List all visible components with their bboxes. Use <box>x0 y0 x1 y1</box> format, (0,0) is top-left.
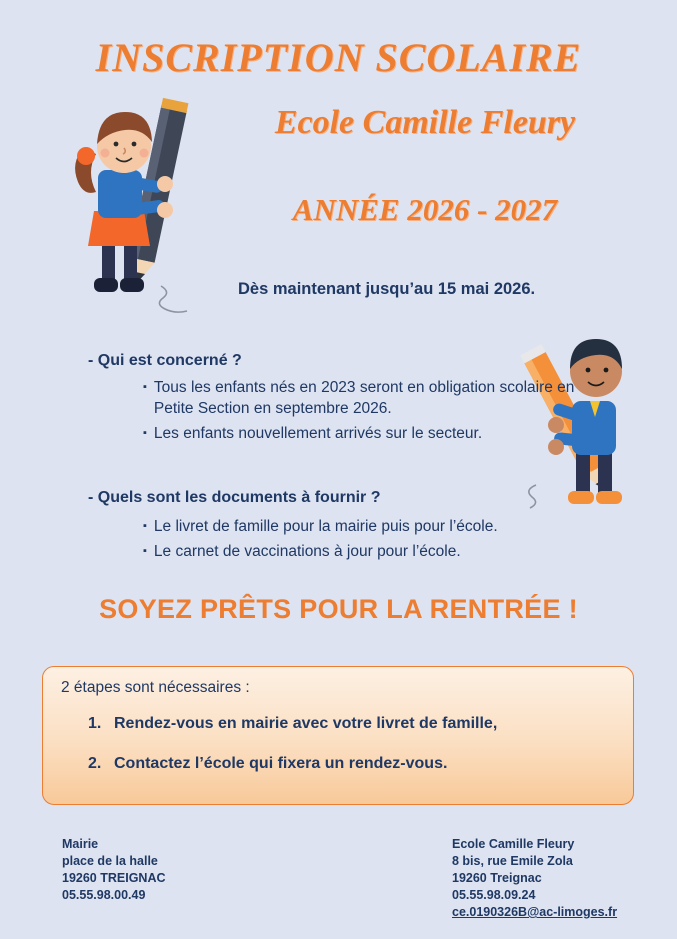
bullet-icon: ▪ <box>143 381 147 393</box>
step-number: 2. <box>88 755 102 772</box>
footer-line: Mairie <box>62 837 99 851</box>
step-item-2 <box>88 755 447 773</box>
bullet-icon: ▪ <box>143 545 147 557</box>
section-2-list <box>143 516 613 566</box>
footer-line: 05.55.98.00.49 <box>62 888 146 902</box>
footer-line: 05.55.98.09.24 <box>452 888 536 902</box>
list-item-text: Les enfants nouvellement arrivés sur le secteur. <box>153 425 483 442</box>
list-item-text: Tous les enfants nés en 2023 seront en obligation scolaire en Petite Section en septembre 2026. <box>153 379 575 417</box>
step-text: Rendez-vous en mairie avec votre livret de famille, <box>114 715 498 732</box>
school-name-title: Ecole Camille Fleury <box>274 104 576 141</box>
footer-mairie-block <box>62 836 166 904</box>
step-text: Contactez l’école qui fixera un rendez-vous. <box>114 755 448 772</box>
section-2-heading: - Quels sont les documents à fournir ? <box>88 489 381 506</box>
footer-line: 19260 Treignac <box>452 871 542 885</box>
footer-line: 8 bis, rue Emile Zola <box>452 854 573 868</box>
school-email-link[interactable]: ce.0190326B@ac-limoges.fr <box>452 905 618 919</box>
deadline-text: Dès maintenant jusqu’au 15 mai 2026. <box>238 280 536 298</box>
list-item <box>143 423 613 444</box>
bullet-icon: ▪ <box>143 427 147 439</box>
step-item-1 <box>88 715 497 733</box>
section-1-heading: - Qui est concerné ? <box>88 352 242 369</box>
footer-school-block <box>452 836 617 921</box>
page-title: INSCRIPTION SCOLAIRE <box>95 35 582 80</box>
list-item-text: Le carnet de vaccinations à jour pour l’école. <box>153 543 461 560</box>
footer-line: place de la halle <box>62 854 158 868</box>
list-item <box>143 377 613 419</box>
footer-line: Ecole Camille Fleury <box>452 837 575 851</box>
school-year-title: ANNÉE 2026 - 2027 <box>292 192 558 227</box>
footer-line: 19260 TREIGNAC <box>62 871 166 885</box>
list-item <box>143 516 613 537</box>
list-item-text: Le livret de famille pour la mairie puis pour l’école. <box>153 518 498 535</box>
list-item <box>143 541 613 562</box>
section-1-list <box>143 377 613 448</box>
step-number: 1. <box>88 715 102 732</box>
callout-text: SOYEZ PRÊTS POUR LA RENTRÉE ! <box>99 594 578 624</box>
steps-box <box>42 666 634 805</box>
bullet-icon: ▪ <box>143 520 147 532</box>
steps-intro: 2 étapes sont nécessaires : <box>61 679 250 696</box>
